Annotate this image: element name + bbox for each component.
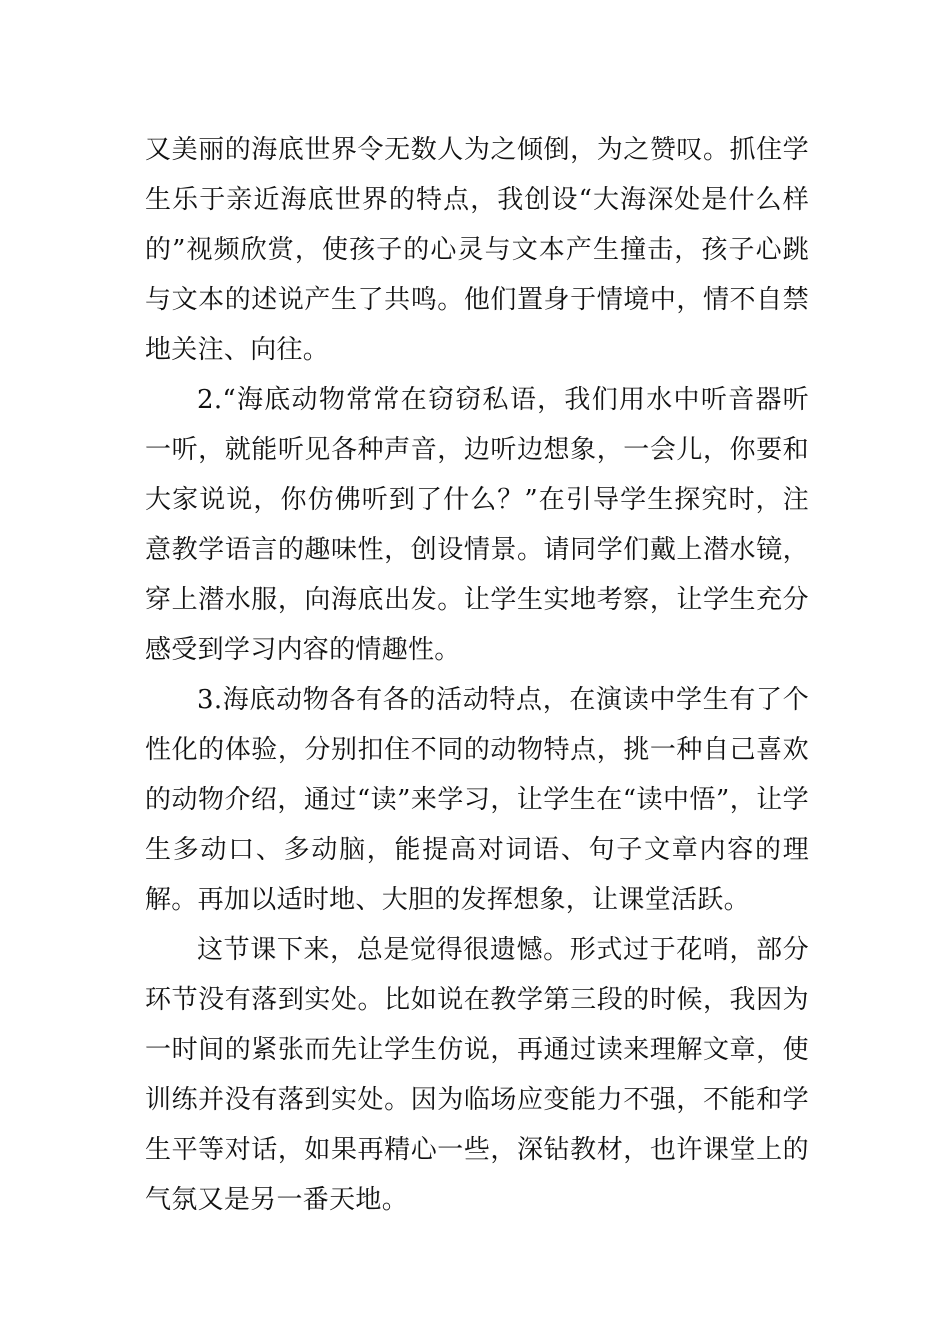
paragraph-continued: 又美丽的海底世界令无数人为之倾倒，为之赞叹。抓住学生乐于亲近海底世界的特点，我创设“大海深处是什么样的”视频欣赏，使孩子的心灵与文本产生撞击，孩子心跳与文本的述说产生了共鸣。他们置身于情境中，情不自禁地关注、向往。	[145, 135, 809, 365]
paragraph-reflection: 这节课下来，总是觉得很遗憾。形式过于花哨，部分环节没有落到实处。比如说在教学第三段的时候，我因为一时间的紧张而先让学生仿说，再通过读来理解文章，使训练并没有落到实处。因为临场应变能力不强，不能和学生平等对话，如果再精心一些，深钻教材，也许课堂上的气氛又是另一番天地。	[145, 935, 809, 1215]
paragraph-point-2: 2.“海底动物常常在窃窃私语，我们用水中听音器听一听，就能听见各种声音，边听边想象，一会儿，你要和大家说说，你仿佛听到了什么？”在引导学生探究时，注意教学语言的趣味性，创设情景。请同学们戴上潜水镜，穿上潜水服，向海底出发。让学生实地考察，让学生充分感受到学习内容的情趣性。	[145, 385, 809, 665]
document-page	[145, 125, 809, 1225]
paragraph-point-3: 3.海底动物各有各的活动特点，在演读中学生有了个性化的体验，分别扣住不同的动物特点，挑一种自己喜欢的动物介绍，通过“读”来学习，让学生在“读中悟”，让学生多动口、多动脑，能提高对词语、句子文章内容的理解。再加以适时地、大胆的发挥想象，让课堂活跃。	[145, 685, 809, 915]
